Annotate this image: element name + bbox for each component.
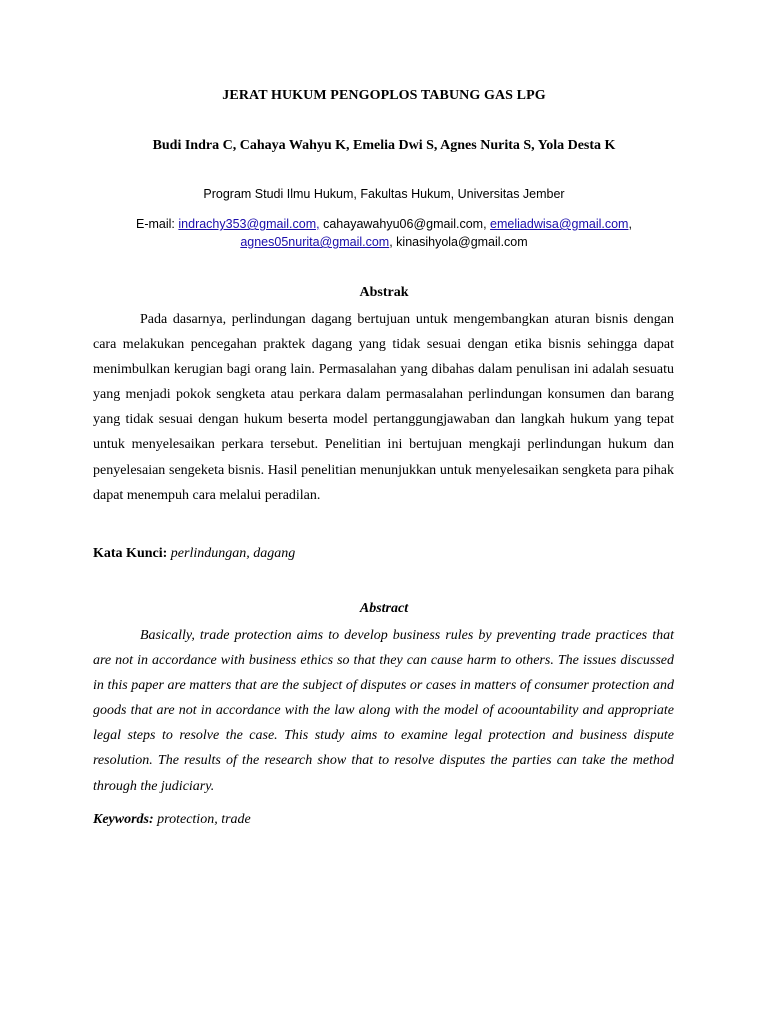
abstrak-heading: Abstrak <box>359 285 409 300</box>
email-link-indra[interactable]: indrachy353@gmail.com, <box>178 217 320 231</box>
email-prefix: E-mail: <box>136 217 179 231</box>
affiliation: Program Studi Ilmu Hukum, Fakultas Hukum, Universitas Jember <box>203 187 565 201</box>
keywords-label: Keywords: <box>93 812 154 827</box>
abstrak-paragraph: Pada dasarnya, perlindungan dagang bertujuan untuk mengembangkan aturan bisnis dengan cara melakukan pencegahan praktek dagang yang tidak sesuai dengan etika bisnis sehingga dapat menimbulkan kerugian bagi orang lain. Permasalahan yang dibahas dalam penulisan ini adalah sesuatu yang menjadi pokok sengketa atau perkara dalam permasalahan perlindungan konsumen dan barang yang tidak sesuai dengan hukum beserta model pertanggungjawaban dan langkah hukum yang tepat untuk menyelesaikan perkara tersebut. Penelitian ini bertujuan mengkaji perlindungan hukum dan penyelesaian sengeketa bisnis. Hasil penelitian menunjukkan untuk menyelesaikan sengketa para pihak dapat menempuh cara melalui peradilan. <box>93 312 674 503</box>
paper-title: JERAT HUKUM PENGOPLOS TABUNG GAS LPG <box>222 88 546 103</box>
email-link-emelia[interactable]: emeliadwisa@gmail.com <box>490 217 629 231</box>
author-list: Budi Indra C, Cahaya Wahyu K, Emelia Dwi S, Agnes Nurita S, Yola Desta K <box>152 138 616 153</box>
keywords-line <box>93 812 674 828</box>
abstract-paragraph: Basically, trade protection aims to develop business rules by preventing trade practices that are not in accordance with business ethics so that they can cause harm to others. The issues discussed in this paper are matters that are the subject of disputes or cases in matters of consumer protection and goods that are not in accordance with the law along with the model of acoountability and appropriate legal steps to resolve the case. This study aims to examine legal protection and business dispute resolution. The results of the research show that to resolve disputes the parties can take the method through the judiciary. <box>93 628 674 794</box>
kata-kunci-value: perlindungan, dagang <box>167 546 296 561</box>
abstract-heading: Abstract <box>359 601 409 616</box>
email-link-agnes[interactable]: agnes05nurita@gmail.com <box>240 235 390 249</box>
email-separator: , <box>628 217 632 231</box>
kata-kunci-label: Kata Kunci: <box>93 546 168 561</box>
email-list <box>90 215 678 251</box>
email-kinasih: , kinasihyola@gmail.com <box>389 235 528 249</box>
keywords-value: protection, trade <box>153 812 251 827</box>
email-cahaya: cahayawahyu06@gmail.com, <box>319 217 491 231</box>
kata-kunci-line <box>93 546 674 562</box>
